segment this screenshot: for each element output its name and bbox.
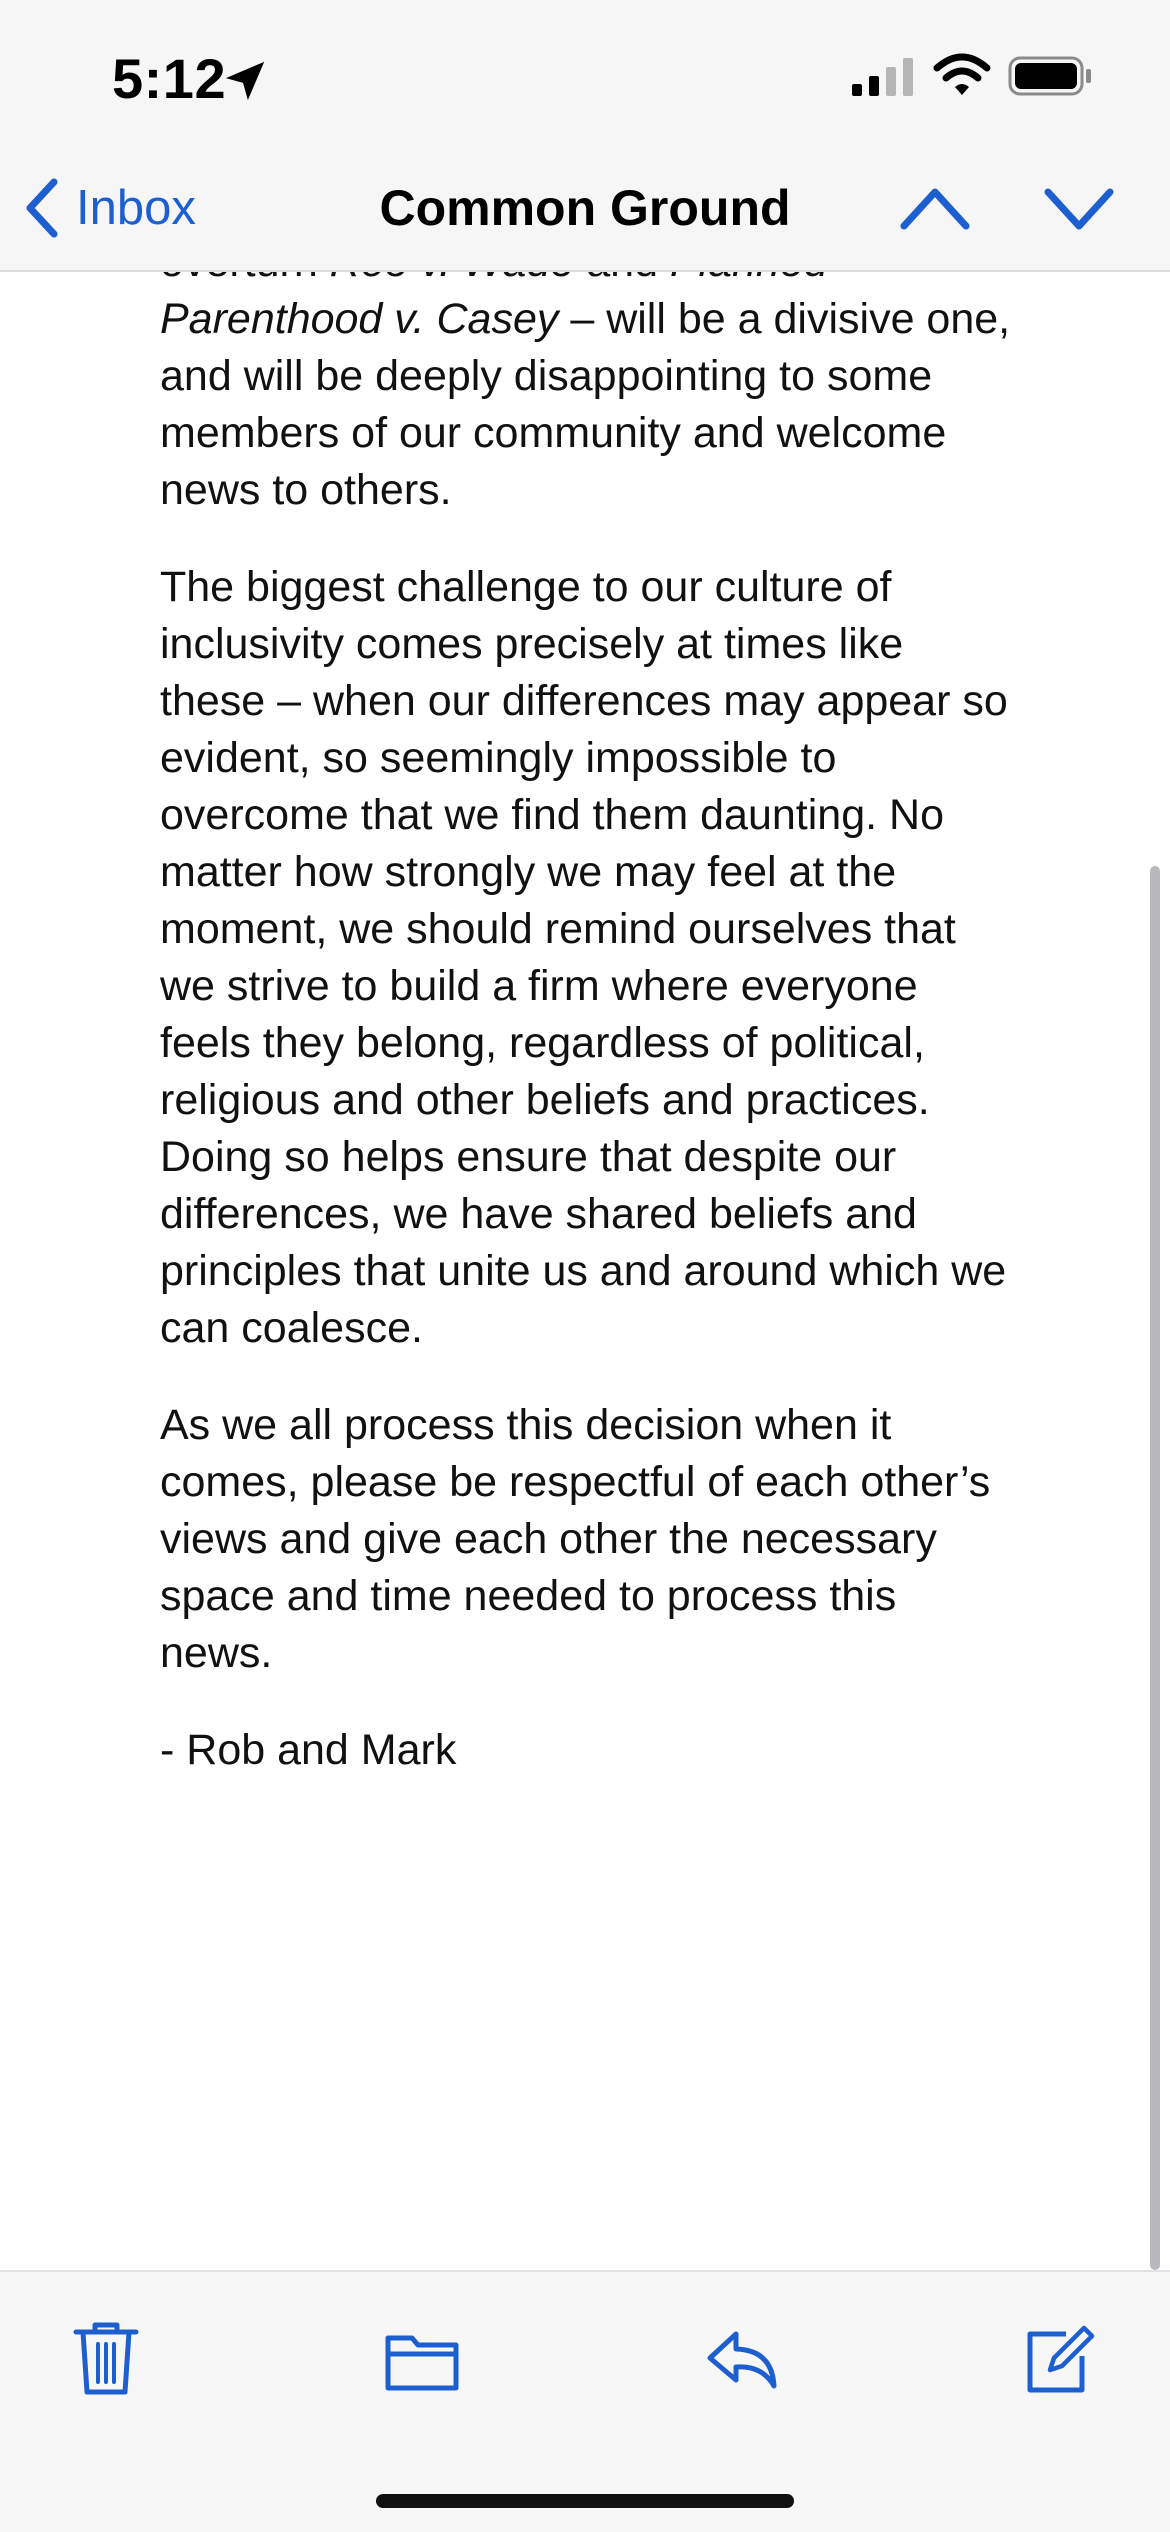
trash-icon [68, 2318, 144, 2398]
reply-button[interactable] [704, 2318, 780, 2398]
cellular-signal-icon [852, 58, 914, 96]
wifi-icon [934, 52, 990, 96]
chevron-up-icon [904, 192, 966, 226]
signature: - Rob and Mark [160, 1726, 457, 1774]
location-arrow-icon [222, 58, 268, 104]
status-time: 5:12 [112, 47, 227, 110]
chevron-down-icon [1048, 192, 1110, 226]
back-to-inbox-button[interactable] [22, 170, 196, 246]
message-body[interactable] [0, 272, 1170, 2270]
move-to-folder-button[interactable] [384, 2318, 460, 2398]
scrollbar[interactable] [1150, 866, 1160, 2270]
home-indicator[interactable] [376, 2494, 794, 2508]
case-name: Parenthood v. Casey [160, 295, 559, 343]
message-content [160, 234, 1020, 1819]
reply-icon [704, 2318, 780, 2398]
previous-message-button[interactable] [898, 178, 972, 238]
battery-icon [1008, 56, 1094, 96]
folder-icon [384, 2318, 460, 2398]
paragraph-text: – will be a divisive one, and will be deeply disappointing to some members of our community and welcome news to others. [160, 295, 1011, 514]
back-button-label: Inbox [76, 181, 196, 235]
compose-icon [1020, 2318, 1096, 2398]
trash-button[interactable] [68, 2318, 144, 2398]
body-paragraph: As we all process this decision when it comes, please be respectful of each other’s views and give each other the necessary space and time needed to process this news. [160, 1401, 991, 1677]
chevron-left-icon [22, 176, 62, 240]
compose-button[interactable] [1020, 2318, 1096, 2398]
top-chrome [0, 0, 1170, 272]
next-message-button[interactable] [1042, 178, 1116, 238]
message-subject-title: Common Ground [379, 180, 791, 236]
bottom-toolbar [0, 2270, 1170, 2532]
navigation-bar [0, 150, 1170, 270]
body-paragraph: The biggest challenge to our culture of inclusivity comes precisely at times like these – when our differences may appear so evident, so seemingly impossible to overcome that we find them daunting. No matter how strongly we may feel at the moment, we should remind ourselves that we strive to build a firm where everyone feels they belong, regardless of political, religious and other beliefs and practices. Doing so helps ensure that despite our differences, we have shared beliefs and principles that unite us and around which we can coalesce. [160, 563, 1008, 1352]
body-paragraph [160, 234, 1020, 519]
status-bar [0, 0, 1170, 150]
